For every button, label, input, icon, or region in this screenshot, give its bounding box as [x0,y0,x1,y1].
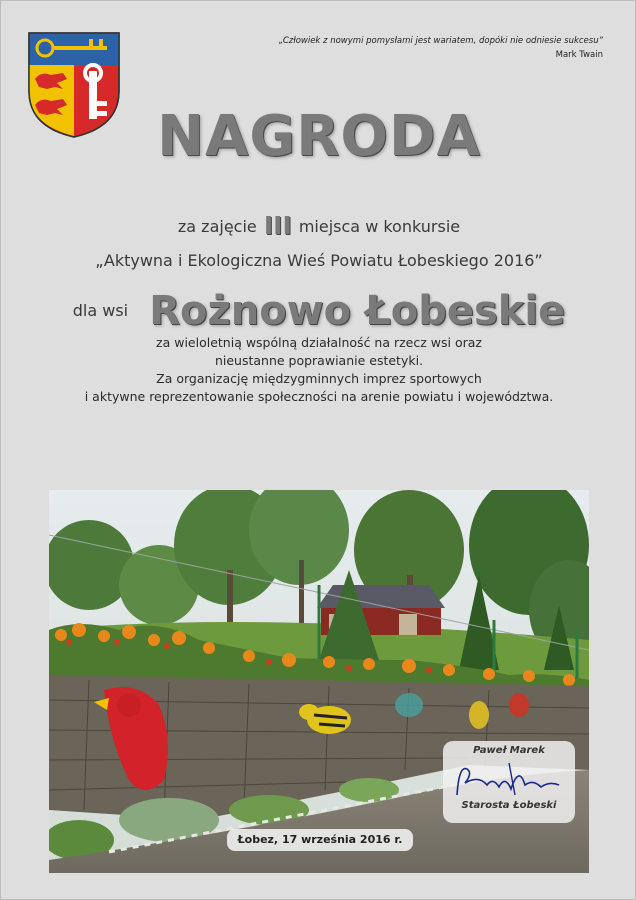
award-line-suffix: miejsca w konkursie [298,217,461,236]
award-place-line [1,211,636,240]
contest-name: „Aktywna i Ekologiczna Wieś Powiatu Łobeskiego 2016” [95,251,543,270]
quote-text: „Człowiek z nowymi pomysłami jest wariatem, dopóki nie odniesie sukcesu” [278,36,603,46]
issue-date: Łobez, 17 września 2016 r. [227,829,413,851]
village-prefix: dla wsi [72,301,129,320]
village-line [1,288,636,334]
page-title: NAGRODA [157,104,481,169]
description-line: za wieloletnią wspólną działalność na rzecz wsi oraz [156,335,482,350]
description-line: nieustanne poprawianie estetyki. [214,353,424,368]
award-description [1,334,636,406]
handwritten-signature [449,755,569,801]
award-place: III [263,211,292,240]
award-line-prefix: za zajęcie [177,217,257,236]
signature-block [443,741,575,823]
quote-block [183,34,603,62]
quote-author: Mark Twain [555,50,603,60]
signatory-name: Paweł Marek [473,745,545,756]
description-line: Za organizację międzygminnych imprez sportowych [156,371,482,386]
village-name: Rożnowo Łobeskie [149,288,566,334]
signatory-role: Starosta Łobeski [461,800,557,811]
description-line: i aktywne reprezentowanie społeczności na arenie powiatu i województwa. [84,389,554,404]
